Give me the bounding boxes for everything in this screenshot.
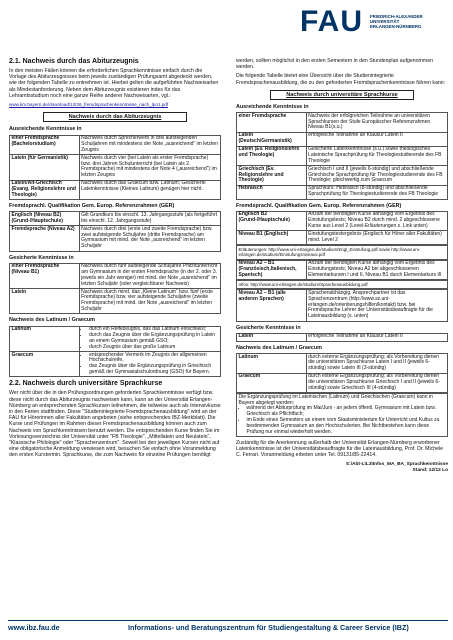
table-row [237,353,448,373]
intro-paragraph: In den meisten Fällen können die erforderlichen Sprachkenntnisse einfach durch die Vorlage des Abiturzeugnisses beim jeweils zuständigen Prüfungsamt abgedeckt werden, wie der folgenden Tabelle zu entnehmen ist. Hierbei gelten die aufgeführten Nachweisarten als Mindestanforderung. Neben dem Abiturzeugnis existieren indes für das Lehramtsstudium noch eine ganze Reihe anderer Nachweisarten, vgl.: [9,68,219,99]
table-row [237,333,448,341]
list-item: • entsprechender Vermerk im Zeugnis der allgemeinen Hochschulreife, [89,353,218,365]
row-key: Latein/Alt-Griechisch (Evang. Religionslehre und Theologie) [10,180,80,200]
table-row [10,352,221,377]
row-value: durch externe Ergänzungsprüfung; als Vorbereitung dienen die universitären Sprachkurse Griechisch I und II (jeweils 6-stündig) sowie Griechisch III (4-stündig) [306,373,447,393]
logo-mark: FAU [300,5,363,38]
list-item: • durch das Zeugnis über die Ergänzungsprüfung in Latein an einem Gymnasium gemäß GSO; [89,333,218,345]
row-key: einer Fremdsprache (Niveau B1) [10,263,80,288]
abitur-table-2 [9,211,221,251]
row-value: durch externe Ergänzungsprüfung; als Vorbereitung dienen die universitären Sprachkurse Latein I und II (jeweils 6-stündig) sowie Latein III (3-stündig) [306,353,447,373]
row-value: Nachweis durch drei (erste und zweite Fremdsprache) bzw. zwei aufsteigende Schuljahre (dritte Fremdsprache) am Gymnasium mit mind. der Note „ausreichend“ im letzten Schuljahr [79,226,220,251]
abitur-table-1 [9,135,221,201]
row-key: Latein (Deutsch/Germanistik) [237,132,307,146]
courses-table-1 [236,112,448,199]
table-row [10,326,221,351]
section-label: Fremdsprachl. Qualifikation Gem. Europ. Referenzrahmen (GER) [236,202,402,209]
row-value: Einstufungstestergebnis (Englisch für Hörer aller Fakultäten) mind. Level 2 [306,231,447,245]
row-key: Latinum [237,353,307,373]
section-label: Gesicherte Kenntnisse in [9,254,74,261]
row-key: Graecum [10,352,80,377]
right-column [236,58,448,474]
courses-table-5 [236,333,448,342]
note-row: Erläuterungen: http://www.uni-erlangen.de/studium/Engl_Einstufung.pdf sowie http://www.uni-erlangen.de/studium/Einstufungsniveaus.pdf [237,246,448,260]
table-row [10,155,221,180]
row-value: Anzahl der benötigten Kurse abhängig vom Ergebnis des Einstufungstests; Niveau B2 durch mind. 2 abgeschlossene Kurse aus Level 2 (Level-Erläuterungen s. Link unten) [306,211,447,231]
row-key: einer Fremdsprache (Bachelorstudium) [10,135,80,155]
row-key: Niveau B1 (Englisch) [237,231,307,245]
row-key: Latinum [10,326,80,351]
row-value [79,352,220,377]
courses-box-heading: Nachweis durch universitäre Sprachkurse [270,90,414,100]
list-item: • im Ende eines Semesters an einem vom Staatsministerium für Unterricht und Kultus zu bestimmenden Gymnasium an den Hochschulorten. Bei Nichtbestehen kann diese Prüfung nur einmal wiederholt werden. [247,418,446,435]
table-row [237,146,448,166]
section-label: Nachweis des Latinum / Graecum [236,344,322,351]
table-row [237,166,448,186]
table-row [237,231,448,245]
list-item: • durch Zeugnis über das große Latinum [89,345,218,351]
list-item: • durch ein Reifezeugnis, das das Latinum einschließt; [89,327,218,333]
row-value: Anzahl der benötigten Kurse abhängig vom Ergebnis des Einstufungstests; Niveau A2 bei abgeschlossenen Elementarkursen I und II, Niveau B1 durch Elementarkurs III [306,260,447,280]
row-value: Nachweis durch Sprecherwerb in drei aufsteigenden Schuljahren mit mindestens der Note „ausreichend“ im letzten Zeugnis [79,135,220,155]
table-row [10,226,221,251]
row-value: Nachweis durch das Graecum bzw. Latinum; Gesicherte Lateinkenntnisse (Kleines Latinum) genügen hier nicht. [79,180,220,200]
continuation-paragraph: werden, sollten möglichst in den ersten Semestern in den Stundenplan aufgenommen werden. [236,58,433,71]
list-item: • das Zeugnis über die Ergänzungsprüfung in Griechisch gemäß der Gymnasialschulordnung (GSO) für Bayern. [89,364,218,376]
courses-table-4 [236,289,448,321]
section-label: Nachweis des Latinum / Graecum [9,317,95,324]
row-value: Sprachenabhängig. Ansprechpartner ist das Sprachenzentrum (http://www.sz.uni-erlangen.de/orientierungshilfen/kontakt) bzw. bei Fremdsprache Lehrer der Universitätsbeauftragte für die Lateinausbildung (s. unten) [306,290,447,321]
row-value: Sprachkurs: Hebräisch (8-stündig) und abschließende Sprachprüfung für Theologiestudierende des FB Theologie [306,185,447,199]
row-value: Nachweis durch mind. das „Kleine Latinum“ bzw. fünf (erste Fremdsprache) bzw. vier aufsteigende Schuljahre (zweite Fremdsprache) mit mind. der Note „ausreichend“ im letzten Schuljahr [79,289,220,314]
table-row [237,132,448,146]
note-row: Infos: http://www.uni-erlangen.de/studium/Sprachenausbildung.pdf [237,281,448,289]
table-row [10,263,221,288]
table-row [237,113,448,133]
exam-info-list [239,406,446,435]
row-value: Nachweis durch vier (bei Latein als erster Fremdsprache) bzw. drei Jahren Schulunterricht (bei Latein als 2. Fremdsprache) mit mindestens der Note 4 („ausreichend“) im letzten Zeugnis [79,155,220,180]
table-row [10,180,221,200]
list-item: • während der Abiturprüfung im Mai/Juni - an jedem öffentl. Gymnasium mit Latein bzw. Griechisch als Pflichtfach; [247,406,446,418]
row-key: Niveau A2 – B1 (alle anderen Sprachen) [237,290,307,321]
section-label: Ausreichende Kenntnisse in [236,104,309,111]
overview-paragraph: Die folgende Tabelle bietet eine Übersicht über die Studienintegrierte Fremdsprachenausbildung, die zu den geforderten Fremdsprachenkenntnisse führen kann: [236,73,446,86]
abitur-table-3 [9,263,221,315]
row-value [79,326,220,351]
logo-university-name: FRIEDRICH-ALEXANDER UNIVERSITÄT ERLANGEN-NÜRNBERG [370,14,423,30]
table-row [237,373,448,393]
exam-info-table [236,393,448,437]
table-row [237,260,448,280]
row-key: Latein (Ev. Religionslehre und Theologie) [237,146,307,166]
exam-info-heading: Die Ergänzungsprüfung im Lateinischen (Latinum) und Griechischen (Graecum) kann in Bayern abgelegt werden: [238,393,433,406]
courses-table-3 [236,260,448,281]
row-key: Griechisch (Ev. Religionslehre und Theologie) [237,166,307,186]
row-value: erfolgreiche Teilnahme an Klausur Latein II [306,333,447,341]
footer-title: Informations- und Beratungszentrum für Studiengestaltung & Career Service (IBZ) [128,623,409,632]
table-row [237,211,448,231]
section-heading-2-2: 2.2. Nachweis durch universitäre Sprachkurse [9,380,163,388]
row-key: Englisch (Niveau B2) (Grund-/Hauptschule) [10,212,80,226]
row-key: Graecum [237,373,307,393]
section-heading-2-1: 2.1. Nachweis durch das Abiturzeugnis [9,58,139,65]
row-key: Latein (für Germanistik) [10,155,80,180]
footer [8,623,448,632]
row-value: Griechisch I und II (jeweils 6-stündig) und abschließende Griechische Sprachprüfung für Theologiestudierende des FB Theologie; gleichwertig zum Graecum [306,166,447,186]
footer-rule [8,620,448,621]
row-value: Nachweis der erfolgreichen Teilnahme an universitären Sprachkursen der Stufe Europäischer Referenzrahmen Niveau B1(s.u.) [306,113,447,133]
table-row [10,212,221,226]
section-label: Ausreichende Kenntnisse in [9,126,82,133]
courses-table-2 [236,211,448,245]
section-label: Gesicherte Kenntnisse in [236,324,301,331]
row-value: erfolgreiche Teilnahme an Klausur Latein II [306,132,447,146]
row-key: Fremdsprache (Niveau A2) [10,226,80,251]
section-label: Fremdsprachl. Qualifikation Gem. Europ. Referenzrahmen (GER) [9,203,175,210]
contact-paragraph: Zuständig für die Anerkennung außerhalb der Universität Erlangen-Nürnberg erworbener Lateinkenntnisse ist der Universitätsbeauftragte für die Lateinausbildung, Prof. Dr. Michele C. Ferrari. Voranmeldung erbeten unter Tel. 09131/85-22414. [236,439,444,459]
row-key: Hebräisch [237,185,307,199]
row-value: Gilt Grundkurs bis einschl. 13. Jahrgangsstufe (als fortgeführt bis einschl. 12. Jahrgangsstufe) [79,212,220,226]
row-key: Englisch B2 (Grund-/Hauptschule) [237,211,307,231]
table-row [10,289,221,314]
row-value: Gesicherte Lateinkenntnisse (s.u.) sowie theologisches Lateinische Sprachprüfung für Theologiestudierende des FB Theologie [306,146,447,166]
row-key: Latein [10,289,80,314]
pdf-link[interactable]: www.km.bayern.de/download/12/36_fremdsprachenkenntnisse_nach_lpo1.pdf [9,102,169,108]
row-value: Nachweis durch fünf aufsteigende Schuljahre Pflichtunterricht am Gymnasium in der ersten Fremdsprache (in der 2. oder 3. jeweils ein Jahr weniger) mit mind. der Note „ausreichend“ im letzten Schuljahr (oder vergleichbarer Nachweis) [79,263,220,288]
table-row [237,185,448,199]
courses-table-6 [236,353,448,393]
fau-logo [300,6,448,40]
file-stamp: S:\Abt-L\L3\Infos_MA_BA_Sprachkenntnisse Stand: 12/12 Lo [345,461,448,473]
table-row [237,290,448,321]
abitur-box-heading: Nachweis durch das Abiturzeugnis [43,112,187,122]
row-key: Niveau A2 – B1 (Französisch,Italienisch, Spanisch) [237,260,307,280]
left-column [9,58,221,462]
table-row [10,135,221,155]
row-key: Latein [237,333,307,341]
latinum-graecum-table [9,326,221,378]
footer-url[interactable]: www.ibz.fau.de [8,623,60,632]
courses-paragraph: Wer nicht über die in den Prüfungsordnungen geforderten Sprachkenntnisse verfügt bzw. diese nicht durch das Abiturzeugnis nachweisen kann, kann an der Universität Erlangen-Nürnberg an entsprechenden Sprachkursen teilnehmen, die teilweise auch als Intensivkurse in den Ferien stattfinden. Diese "Studienintegrierte Fremdsprachenausbildung" wird an der FAU für Hörerinnen aller Fakultäten angeboten (siehe entsprechendes IBZ-Merkblatt). Die Kurse und Prüfungen im Rahmen dieser Fremdsprachenausbildung können auch zum Nachweis von Sprachkenntnissen benutzt werden. Die entsprechenden Kurse finden Sie im Vorlesungsverzeichnis der Universität unter "FB Theologie", „Mittellatein und Neulatein“, "Klassische Philologie" oder "Sprachenzentrum". Soweit bei den jeweiligen Kursen nicht auf eine obligatorische Anmeldung verwiesen wird, besuchen Sie einfach ohne Voranmeldung den ersten Kurstermin. Sprachkurse, die zum Nachweis für einzelne Prüfungen benötigt [9,390,221,459]
row-key: einer Fremdsprache [237,113,307,133]
